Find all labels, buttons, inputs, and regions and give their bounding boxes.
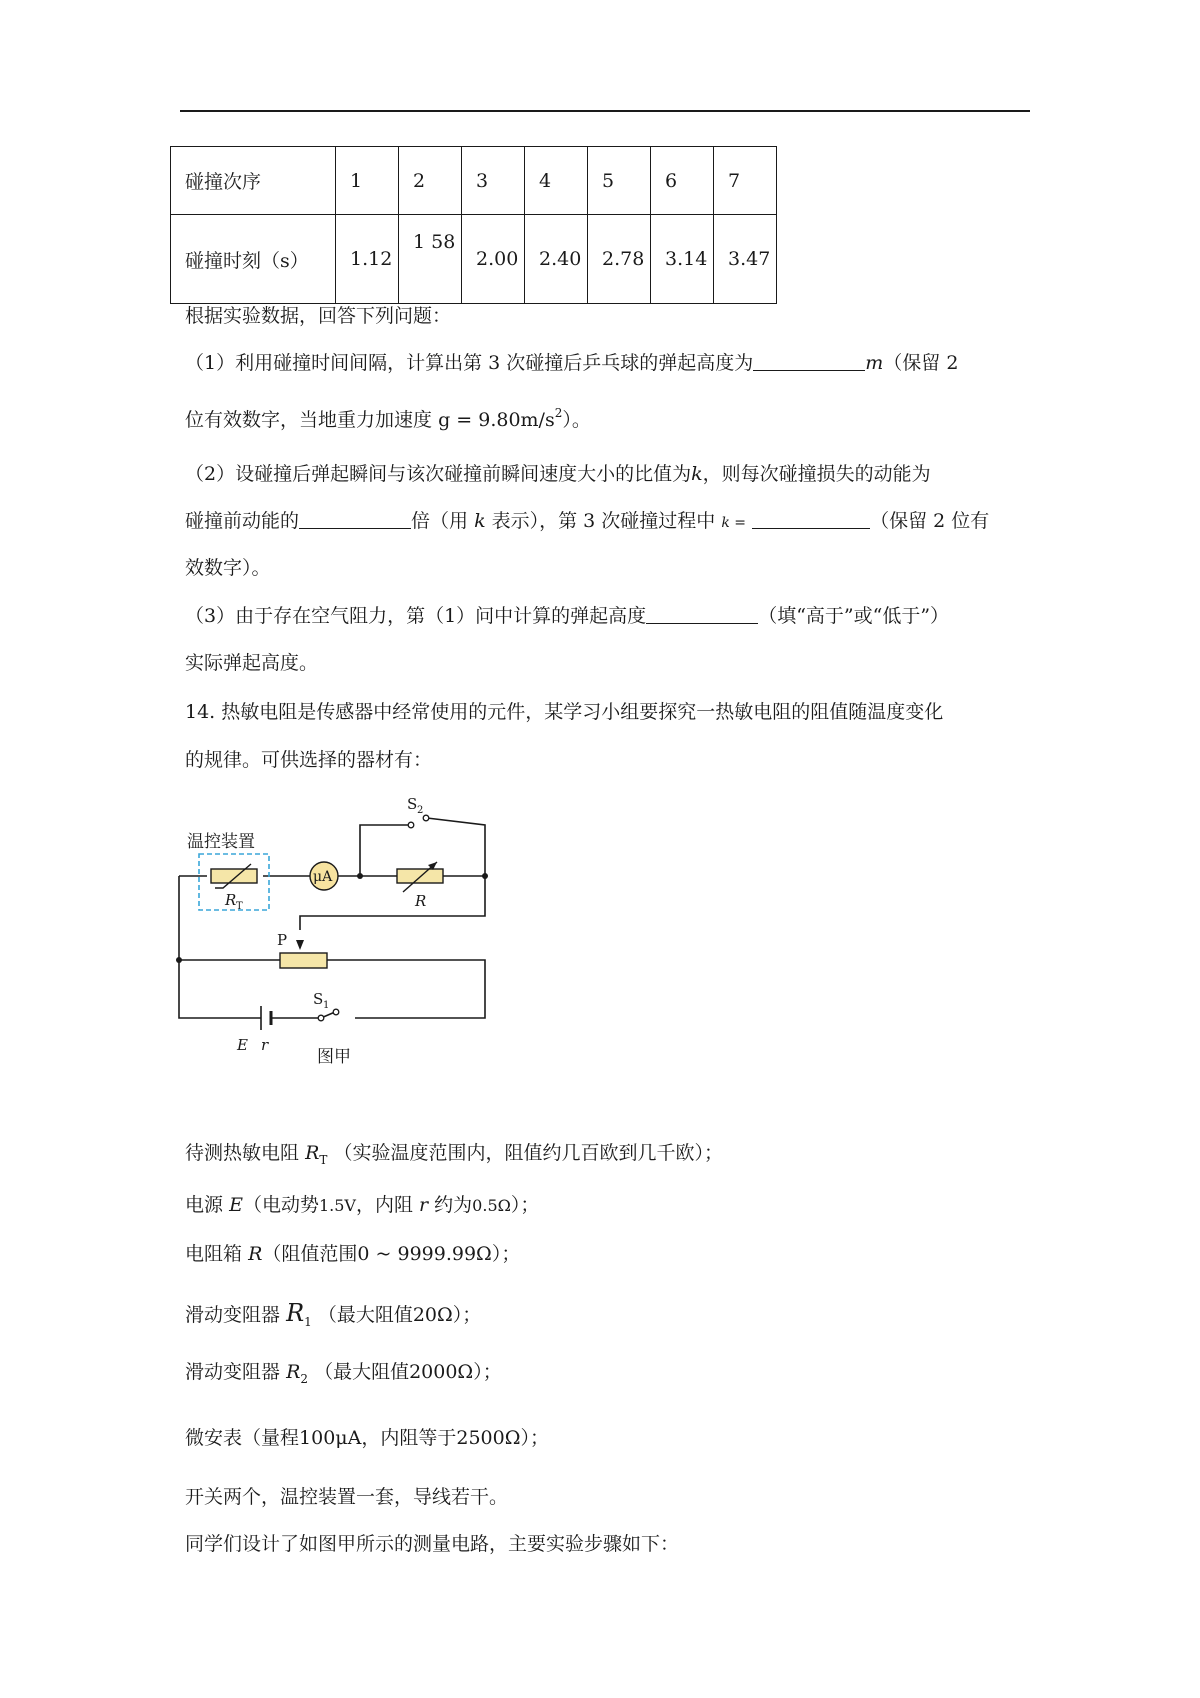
- microammeter-label: μA: [313, 869, 333, 885]
- var-r: R: [286, 1361, 301, 1383]
- text: 电源: [185, 1194, 224, 1216]
- procedure-intro: 同学们设计了如图甲所示的测量电路，主要实验步骤如下：: [185, 1533, 680, 1555]
- text: ）。: [562, 409, 591, 431]
- s2-subscript: 2: [417, 805, 424, 816]
- intro-line: 根据实验数据，回答下列问题：: [185, 305, 452, 327]
- collision-table: [170, 146, 777, 304]
- table-cell: 2.78: [588, 215, 651, 304]
- value: 2500Ω: [456, 1427, 521, 1449]
- text: ）；: [473, 1361, 502, 1383]
- table-cell: 2.40: [525, 215, 588, 304]
- question-1-line-1: [185, 352, 958, 375]
- text: ）；: [510, 1194, 540, 1216]
- value: 100μA: [299, 1427, 362, 1449]
- text: 待测热敏电阻: [185, 1142, 300, 1164]
- text: 碰撞前动能的: [185, 510, 300, 532]
- text: （1）利用碰撞时间间隔，计算出第 3 次碰撞后乒乓球的弹起高度为: [185, 352, 754, 374]
- table-cell: 1.12: [336, 215, 399, 304]
- var-r: R: [305, 1142, 320, 1164]
- table-cell: 2: [399, 147, 462, 215]
- table-cell: 3.47: [714, 215, 777, 304]
- resistance-box-label: R: [415, 892, 427, 910]
- var-r: r: [419, 1194, 429, 1216]
- question-3-line-1: [185, 605, 949, 628]
- text: 滑动变阻器: [185, 1361, 281, 1383]
- figure-caption: 图甲: [317, 1047, 351, 1067]
- material-rheostat-1: [185, 1299, 481, 1329]
- text: ）；: [491, 1243, 521, 1265]
- table-cell: 3.14: [651, 215, 714, 304]
- var-k: k: [691, 463, 703, 485]
- answer-blank: [646, 605, 758, 624]
- row-header: 碰撞次序: [171, 147, 336, 215]
- subscript: 2: [300, 1372, 309, 1386]
- table-cell: 1 58: [399, 215, 462, 304]
- value: 20Ω: [412, 1304, 453, 1326]
- resistance-box-symbol: [397, 869, 443, 883]
- text: ，内阻等于: [361, 1427, 457, 1449]
- material-rheostat-2: [185, 1361, 502, 1386]
- question-2-line-1: [185, 463, 931, 486]
- text: 表示），第 3 次碰撞过程中: [491, 510, 716, 532]
- row-header: 碰撞时刻（s）: [171, 215, 336, 304]
- battery-internal-label: r: [261, 1036, 269, 1054]
- answer-blank: [752, 510, 870, 529]
- value: 2000Ω: [409, 1361, 474, 1383]
- rheostat-slider-arrow: [296, 940, 304, 950]
- question-14-line-2: 的规律。可供选择的器材有：: [185, 749, 433, 771]
- material-misc: 开关两个，温控装置一套，导线若干。: [185, 1486, 509, 1508]
- s2-contact: [423, 815, 429, 821]
- var-k: k: [474, 510, 486, 532]
- text: 滑动变阻器: [185, 1304, 281, 1326]
- s1-label: S: [313, 990, 324, 1008]
- text: （2）设碰撞后弹起瞬间与该次碰撞前瞬间速度大小的比值为: [185, 463, 692, 485]
- question-1-line-2: [185, 406, 591, 432]
- exponent: 2: [554, 406, 563, 420]
- table-cell: 3: [462, 147, 525, 215]
- answer-blank: [753, 352, 865, 371]
- text: （保留 2 位有: [870, 510, 990, 532]
- text: ）；: [452, 1304, 482, 1326]
- table-cell: 7: [714, 147, 777, 215]
- material-microammeter: [185, 1427, 549, 1450]
- subscript: 1: [304, 1315, 312, 1329]
- table-cell: 6: [651, 147, 714, 215]
- text: （最大阻值: [314, 1361, 410, 1383]
- text: 微安表（量程: [185, 1427, 300, 1449]
- s1-contact: [333, 1009, 339, 1015]
- table-row: [171, 215, 777, 304]
- material-thermistor: [185, 1142, 723, 1167]
- var-r: R: [286, 1299, 305, 1327]
- thermistor-subscript: T: [236, 901, 243, 912]
- table-cell: 4: [525, 147, 588, 215]
- text: （电动势: [242, 1194, 319, 1216]
- table-row: [171, 147, 777, 215]
- text: ，内阻: [355, 1194, 413, 1216]
- text: 倍（用: [411, 510, 469, 532]
- unit: m: [865, 352, 884, 374]
- temp-control-label: 温控装置: [187, 832, 255, 852]
- text: 位有效数字，当地重力加速度: [185, 409, 433, 431]
- material-power-source: [185, 1194, 539, 1217]
- s2-label: S: [407, 795, 418, 813]
- gravity-formula: g = 9.80m/s: [438, 409, 555, 431]
- text: （阻值范围: [262, 1243, 358, 1265]
- text: （填“高于”或“低于”）: [758, 605, 950, 627]
- question-2-line-3: 效数字）。: [185, 557, 271, 579]
- text: 电阻箱: [185, 1243, 243, 1265]
- s1-contact: [318, 1015, 324, 1021]
- circuit-diagram: [175, 780, 495, 1070]
- var-r: R: [248, 1243, 263, 1265]
- question-14-line-1: 14. 热敏电阻是传感器中经常使用的元件，某学习小组要探究一热敏电阻的阻值随温度变化: [185, 701, 944, 723]
- value: 0.5Ω: [472, 1196, 511, 1215]
- s2-contact: [408, 822, 414, 828]
- rheostat-slider-label: P: [277, 931, 288, 949]
- value: 1.5V: [318, 1196, 356, 1215]
- rheostat-symbol: [280, 953, 327, 968]
- k-equals: k =: [721, 515, 747, 531]
- thermistor-symbol: [211, 869, 257, 883]
- text: ）；: [520, 1427, 549, 1449]
- answer-blank: [299, 510, 411, 529]
- table-cell: 1: [336, 147, 399, 215]
- text: 约为: [434, 1194, 473, 1216]
- text: （实验温度范围内，阻值约几百欧到几千欧）；: [333, 1142, 723, 1164]
- question-3-line-2: 实际弹起高度。: [185, 652, 319, 674]
- subscript: T: [319, 1153, 328, 1167]
- var-e: E: [229, 1194, 243, 1216]
- table-cell: 5: [588, 147, 651, 215]
- text: （保留 2: [883, 352, 959, 374]
- header-rule: [180, 110, 1030, 112]
- material-resistance-box: [185, 1243, 520, 1266]
- text: （最大阻值: [317, 1304, 413, 1326]
- text: （3）由于存在空气阻力，第（1）问中计算的弹起高度: [185, 605, 647, 627]
- thermistor-label: R: [225, 891, 237, 909]
- table-cell: 2.00: [462, 215, 525, 304]
- s1-subscript: 1: [323, 1000, 330, 1011]
- value: 0 ~ 9999.99Ω: [357, 1243, 492, 1265]
- text: ，则每次碰撞损失的动能为: [702, 463, 931, 485]
- question-2-line-2: [185, 510, 989, 533]
- battery-emf-label: E: [237, 1036, 248, 1054]
